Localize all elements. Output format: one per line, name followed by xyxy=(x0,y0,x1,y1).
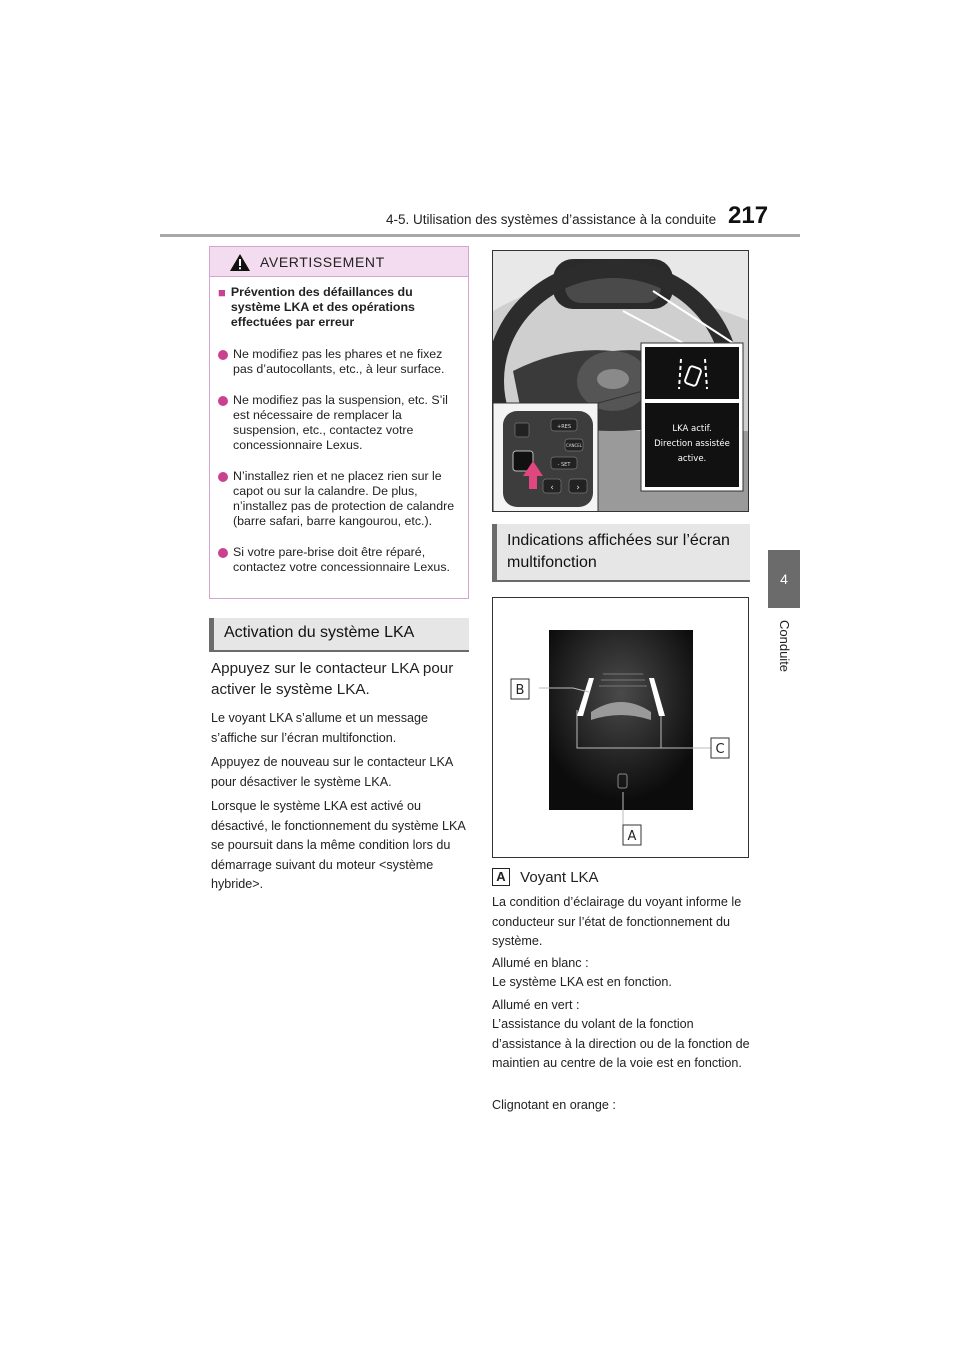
activation-paragraph: Appuyez de nouveau sur le contacteur LKA pour désactiver le système LKA. xyxy=(211,755,453,789)
bullet-dot-icon xyxy=(218,548,228,558)
figure-multi-information-display xyxy=(492,597,749,858)
callout-c: C xyxy=(715,742,725,757)
display-illustration xyxy=(493,598,749,858)
res-button-label: +RES xyxy=(557,424,571,430)
indications-paragraph: La condition d’éclairage du voyant informe le conducteur sur l’état de fonctionnement du système. xyxy=(492,895,742,948)
warning-subtitle xyxy=(218,285,458,330)
warning-item-text: N’installez rien et ne placez rien sur le capot ou sur la calandre. De plus, n’installez pas de protection de calandre (barre safari, barre kangourou, etc.). xyxy=(233,469,455,528)
bullet-dot-icon xyxy=(218,350,228,360)
chapter-tab-number[interactable]: 4 xyxy=(768,550,800,608)
warning-item-text: Ne modifiez pas les phares et ne fixez pas d’autocollants, etc., à leur surface. xyxy=(233,347,445,376)
activation-lead: Appuyez sur le contacteur LKA pour activer le système LKA. xyxy=(211,660,454,698)
warning-box xyxy=(209,246,469,599)
warning-item xyxy=(218,469,458,529)
svg-text:›: › xyxy=(576,483,580,493)
warning-triangle-icon xyxy=(229,253,251,272)
warning-item-text: Ne modifiez pas la suspension, etc. S’il est nécessaire de remplacer la suspension, etc., contactez votre concessionnaire Lexus. xyxy=(233,393,448,452)
activation-paragraph: Le voyant LKA s’allume et un message s’affiche sur l’écran multifonction. xyxy=(211,711,429,745)
indications-paragraph: Le système LKA est en fonction. xyxy=(492,975,672,989)
chapter-tab-label[interactable]: Conduite xyxy=(777,620,792,673)
item-a-caption xyxy=(492,868,599,886)
warning-subtitle-text: Prévention des défaillances du système LKA et des opérations effectuées par erreur xyxy=(230,285,415,329)
square-bullet-icon: ■ xyxy=(218,285,226,300)
item-a-title: Voyant LKA xyxy=(520,869,599,886)
section-heading-indications: Indications affichées sur l’écran multifonction xyxy=(492,524,750,582)
warning-header xyxy=(210,247,468,277)
bullet-dot-icon xyxy=(218,396,228,406)
warning-item xyxy=(218,347,458,377)
svg-text:‹: ‹ xyxy=(550,483,554,493)
steering-wheel-illustration xyxy=(493,251,749,512)
set-button-label: - SET xyxy=(557,462,571,468)
warning-item xyxy=(218,545,458,575)
lka-message-line3: active. xyxy=(677,454,707,464)
activation-paragraph: Lorsque le système LKA est activé ou désactivé, le fonctionnement du système LKA se poursuit dans la même condition lors du démarrage suivant du moteur <système hybride>. xyxy=(211,799,466,891)
indications-paragraph: Allumé en vert : xyxy=(492,998,580,1012)
callout-a: A xyxy=(627,829,637,844)
section-heading-activation: Activation du système LKA xyxy=(209,618,469,652)
indications-paragraph: L’assistance du volant de la fonction d’assistance à la direction ou de la fonction de maintien au centre de la voie est en fonction. xyxy=(492,1017,750,1070)
page-number: 217 xyxy=(728,202,769,229)
lka-message-line2: Direction assistée xyxy=(654,439,730,449)
lka-message-line1: LKA actif. xyxy=(672,424,712,434)
indications-paragraph: Allumé en blanc : xyxy=(492,956,589,970)
display-screen xyxy=(549,630,693,810)
warning-item-text: Si votre pare-brise doit être réparé, contactez votre concessionnaire Lexus. xyxy=(233,545,450,574)
header-rule xyxy=(160,234,800,237)
indications-paragraph: Clignotant en orange : xyxy=(492,1098,616,1112)
warning-title: AVERTISSEMENT xyxy=(260,254,385,270)
figure-steering-wheel-lka-switch xyxy=(492,250,749,512)
bullet-dot-icon xyxy=(218,472,228,482)
callout-b: B xyxy=(515,683,525,698)
cancel-button-label: CANCEL xyxy=(565,443,583,448)
warning-item xyxy=(218,393,458,453)
running-header-section: 4-5. Utilisation des systèmes d’assistance à la conduite xyxy=(386,212,717,227)
item-a-label-box: A xyxy=(492,868,510,886)
